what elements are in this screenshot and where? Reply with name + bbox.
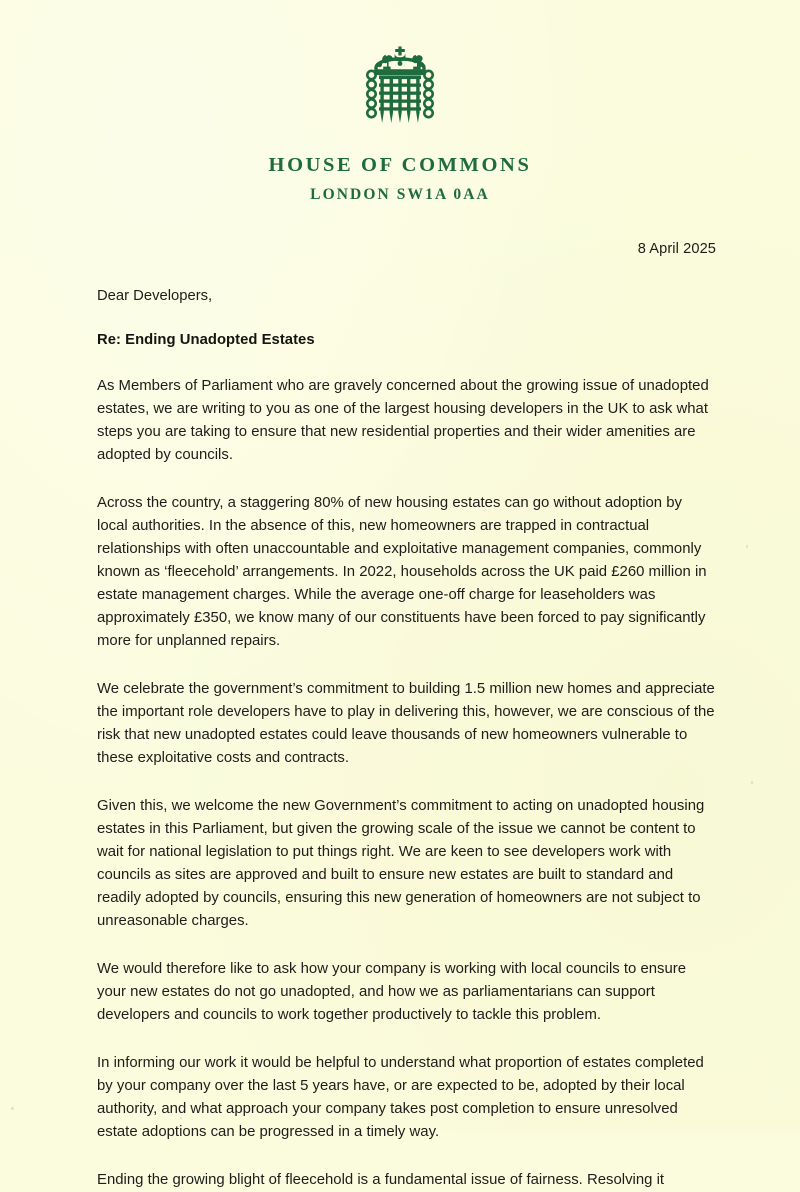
letter-paragraph: In informing our work it would be helpful to understand what proportion of estates completed by your company over the last 5 years have, or are expected to be, adopted by their local authority, and what approach your company takes post completion to ensure unresolved estate adoptions can be progressed in a timely way.: [97, 1054, 704, 1141]
letterhead: [0, 0, 800, 203]
letter-paragraph: As Members of Parliament who are gravely concerned about the growing issue of unadopted estates, we are writing to you as one of the largest housing developers in the UK to ask what steps you are taking to ensure that new residential properties and their wider amenities are adopted by councils.: [97, 377, 709, 463]
subject-line: Re: Ending Unadopted Estates: [97, 331, 315, 348]
organisation-name: HOUSE OF COMMONS: [268, 154, 532, 176]
letter-content: [0, 241, 800, 1192]
organisation-address: LONDON SW1A 0AA: [310, 185, 490, 203]
letter-paragraph: We would therefore like to ask how your company is working with local councils to ensure your new estates do not go unadopted, and how we as parliamentarians can support developers and councils to work together productively to tackle this problem.: [97, 960, 687, 1023]
letter-body: [97, 375, 716, 1192]
letter-paragraph: We celebrate the government’s commitment to building 1.5 million new homes and appreciate the important role developers have to play in delivering this, however, we are conscious of the risk that new unadopted estates could leave thousands of new homeowners vulnerable to these exploitative costs and contracts.: [97, 680, 715, 766]
portcullis-crowned-emblem: [354, 44, 446, 132]
letter-paragraph: Across the country, a staggering 80% of new housing estates can go without adoption by local authorities. In the absence of this, new homeowners are trapped in contractual relationships with often unaccountable and exploitative management companies, commonly known as ‘fleecehold’ arrangements. In 2022, households across the UK paid £260 million in estate management charges. While the average one-off charge for leaseholders was approximately £350, we know many of our constituents have been forced to pay significantly more for unplanned repairs.: [97, 494, 707, 649]
letter-date: 8 April 2025: [637, 240, 716, 257]
salutation: Dear Developers,: [97, 287, 213, 304]
letter-paragraph: Ending the growing blight of fleecehold is a fundamental issue of fairness. Resolving it: [97, 1172, 665, 1189]
letter-paragraph: Given this, we welcome the new Government’s commitment to acting on unadopted housing estates in this Parliament, but given the growing scale of the issue we cannot be content to wait for national legislation to put things right. We are keen to see developers work with councils as sites are approved and built to ensure new estates are built to standard and readily adopted by councils, ensuring this new generation of homeowners are not subject to unreasonable charges.: [97, 797, 705, 929]
